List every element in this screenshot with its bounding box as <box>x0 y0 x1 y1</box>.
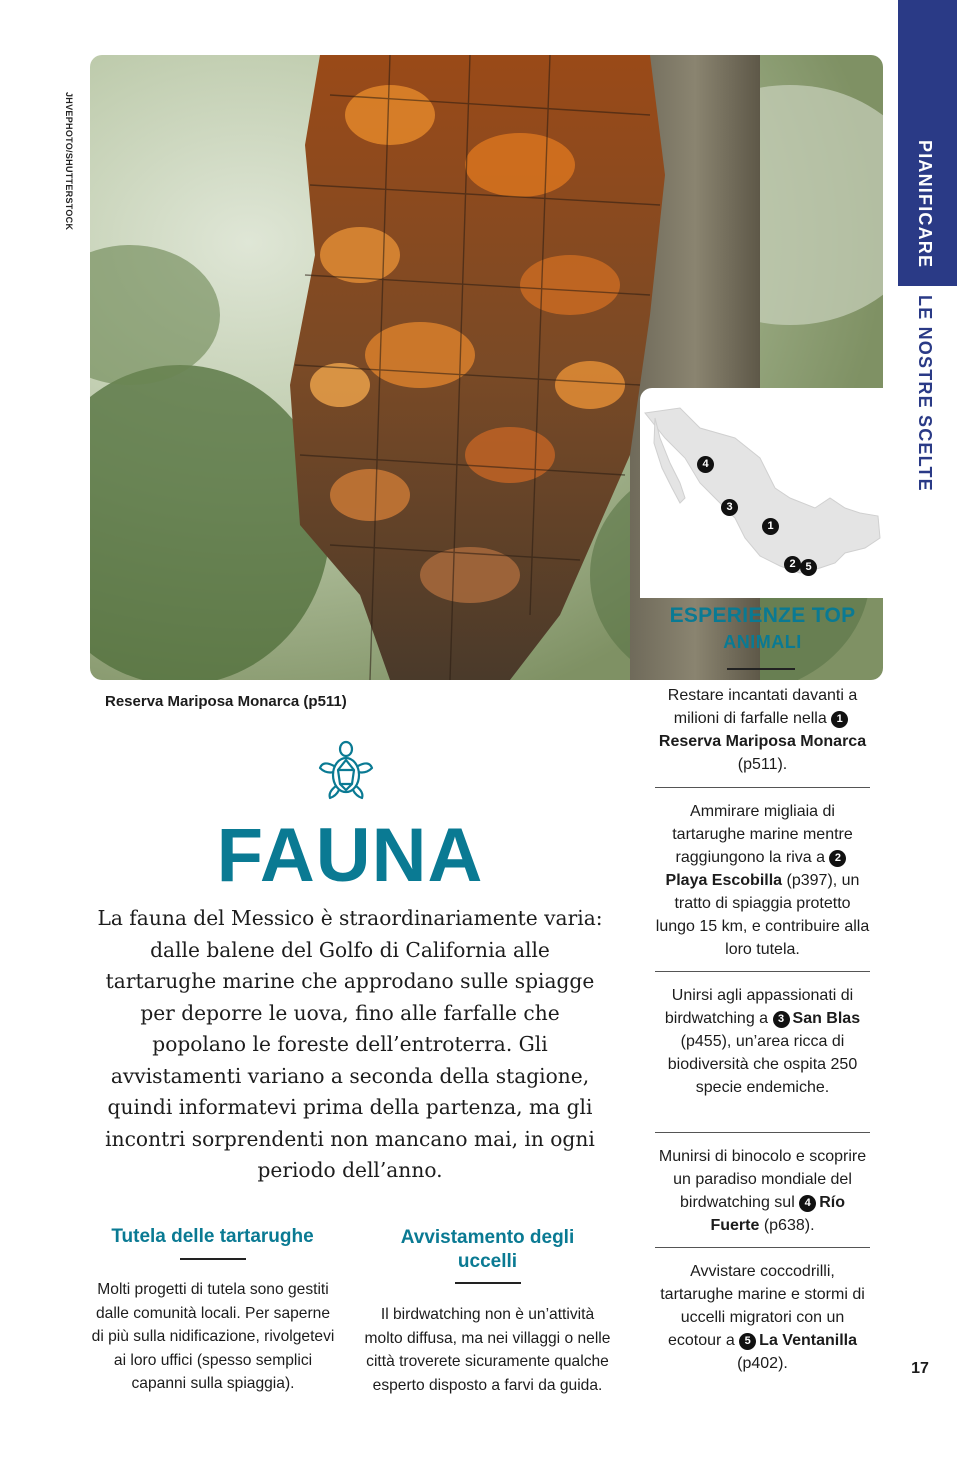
map-marker-2: 2 <box>784 556 801 573</box>
turtle-icon <box>318 740 374 802</box>
number-badge-1: 1 <box>831 711 848 728</box>
place-name: Playa Escobilla <box>665 872 783 889</box>
place-name: Reserva Mariposa Monarca <box>658 733 867 750</box>
photo-caption: Reserva Mariposa Monarca (p511) <box>105 693 347 710</box>
number-badge-5: 5 <box>739 1333 756 1350</box>
sidebar-separator <box>655 1247 870 1248</box>
sidebar-rule <box>727 668 795 670</box>
column-rule <box>455 1282 521 1284</box>
birdwatching-title: Avvistamento degli uccelli <box>400 1227 575 1272</box>
place-name: La Ventanilla <box>759 1332 857 1349</box>
sidebar-separator <box>655 787 870 788</box>
number-badge-3: 3 <box>773 1011 790 1028</box>
number-badge-2: 2 <box>829 850 846 867</box>
photo-credit: JHVEPHOTO/SHUTTERSTOCK <box>64 92 74 231</box>
sidebar-title-main: ESPERIENZE TOP <box>669 604 856 627</box>
section-label: PIANIFICARE <box>915 140 935 269</box>
map-marker-1: 1 <box>762 518 779 535</box>
turtle-protection-title: Tutela delle tartarughe <box>111 1226 314 1247</box>
sidebar-item-5: Avvistare coccodrilli, tartarughe marine e stormi di uccelli migratori con un ecotour a 5 La Ventanilla (p402). <box>660 1263 865 1372</box>
page-title: FAUNA <box>216 813 484 898</box>
sidebar-separator <box>655 1132 870 1133</box>
sidebar-separator <box>655 971 870 972</box>
sidebar-title <box>655 604 870 653</box>
place-name: San Blas <box>792 1010 861 1027</box>
column-rule <box>180 1258 246 1260</box>
number-badge-4: 4 <box>799 1195 816 1212</box>
mexico-map <box>640 388 883 598</box>
turtle-protection-text: Molti progetti di tutela sono gestiti dalle comunità locali. Per saperne di più sulla nidificazione, rivolgetevi ai loro uffici (spesso semplici capanni sulla spiaggia). <box>91 1281 335 1392</box>
section-tab-text <box>903 140 943 500</box>
page-number: 17 <box>911 1360 929 1377</box>
place-name: Río Fuerte <box>710 1194 845 1234</box>
map-marker-3: 3 <box>721 499 738 516</box>
birdwatching-text: Il birdwatching non è un’attività molto diffusa, ma nei villaggi o nelle città troverete sicuramente qualche esperto disposto a farvi da guida. <box>364 1306 611 1394</box>
sidebar-item-4: Munirsi di binocolo e scoprire un paradiso mondiale del birdwatching sul 4 Río Fuerte (p638). <box>658 1148 867 1234</box>
map-marker-4: 4 <box>697 456 714 473</box>
sidebar-title-sub: ANIMALI <box>723 632 802 652</box>
locator-map <box>640 388 883 598</box>
subsection-label: LE NOSTRE SCELTE <box>915 295 935 492</box>
sidebar-item-1: Restare incantati davanti a milioni di farfalle nella 1Reserva Mariposa Monarca (p511). <box>658 687 867 773</box>
intro-paragraph: La fauna del Messico è straordinariamente varia: dalle balene del Golfo di California alle tartarughe marine che approdano sulle spiagge per deporre le uova, fino alle farfalle che popolano le foreste dell’entroterra. Gli avvistamenti variano a seconda della stagione, quindi informatevi prima della partenza, ma gli incontri sorprendenti non mancano mai, in ogni periodo dell’anno. <box>97 906 603 1182</box>
map-marker-5: 5 <box>800 559 817 576</box>
sidebar-item-3: Unirsi agli appassionati di birdwatching a 3 San Blas (p455), un’area ricca di biodiversità che ospita 250 specie endemiche. <box>664 987 861 1096</box>
sidebar-item-2: Ammirare migliaia di tartarughe marine mentre raggiungono la riva a 2Playa Escobilla (p397), un tratto di spiaggia protetto lungo 15 km, e contribuire alla loro tutela. <box>655 803 870 958</box>
